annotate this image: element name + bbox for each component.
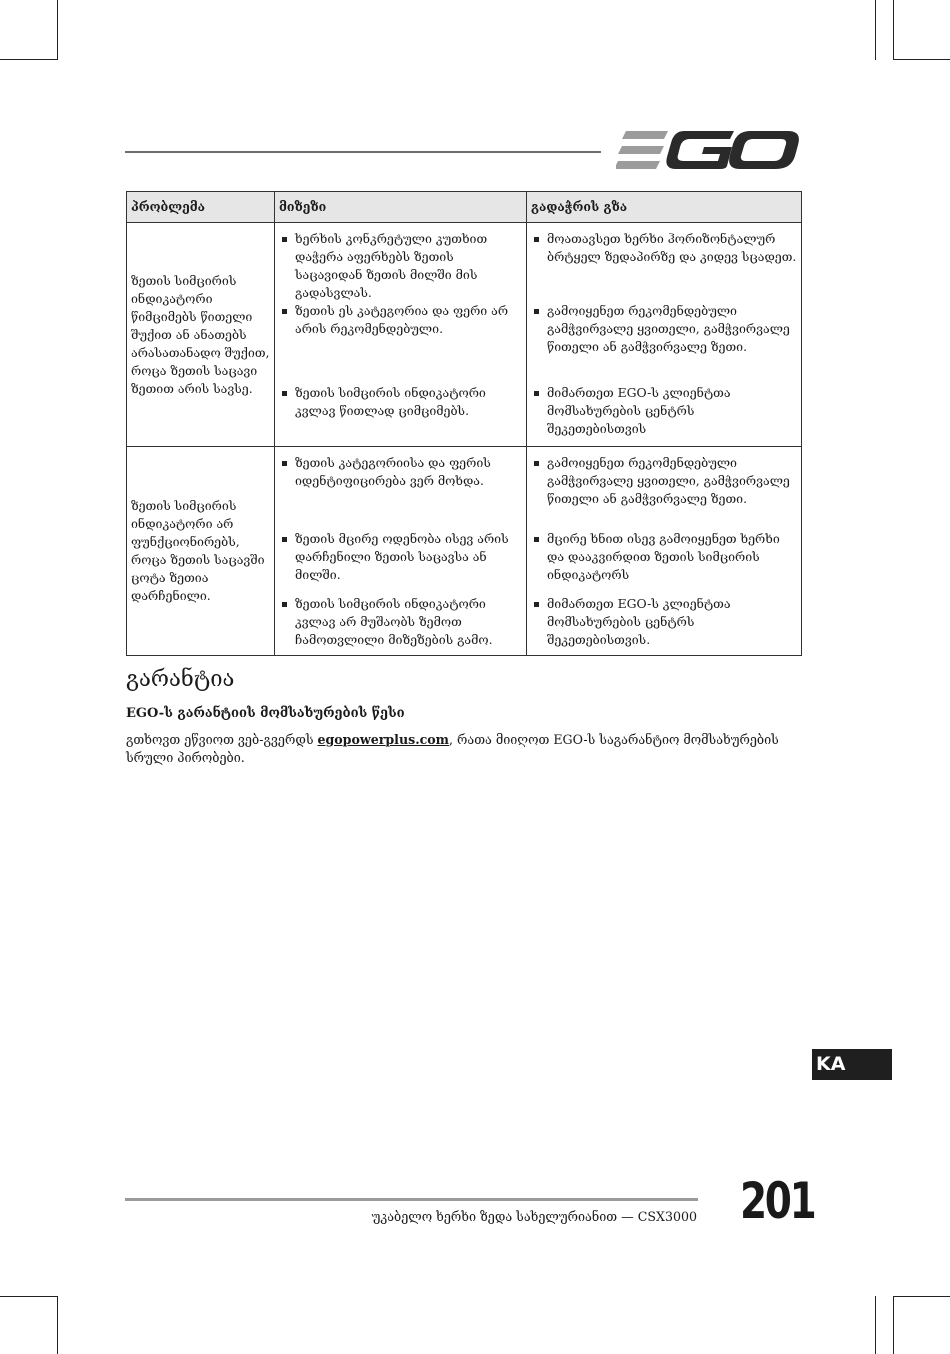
- header-solution: გადაჭრის გზა: [527, 192, 802, 223]
- solution-cell: [527, 530, 802, 595]
- cause-cell: [275, 384, 527, 446]
- solution-cell: [527, 447, 802, 530]
- cause-cell: [275, 530, 527, 595]
- footer-rule: [125, 1198, 698, 1201]
- problem-cell: ზეთის სიმცირის ინდიკატორი წიმციმებს წითელი შუქით ან ანათებს არასათანადო შუქით, როცა ზეთის საცავი ზეთით არის სავსე.: [127, 223, 275, 447]
- page-number: 201: [740, 1172, 815, 1230]
- table-row: [127, 223, 802, 303]
- crop-mark: [893, 1296, 894, 1354]
- list-item: მცირე ხნით ისევ გამოიყენეთ ხერხი და დააკვირდით ზეთის სიმცირის ინდიკატორს: [531, 530, 797, 584]
- crop-mark: [893, 0, 894, 60]
- warranty-title: გარანტია: [126, 667, 235, 692]
- solution-cell: [527, 384, 802, 446]
- list-item: მოათავსეთ ხერხი ჰორიზონტალურ ბრტყელ ზედაპირზე და კიდევ სცადეთ.: [531, 230, 797, 266]
- warranty-subtitle: EGO-ს გარანტიის მომსახურების წესი: [126, 706, 405, 721]
- list-item: მიმართეთ EGO-ს კლიენტთა მომსახურების ცენტრს შეკეთებისთვის.: [531, 595, 797, 649]
- cause-cell: [275, 223, 527, 303]
- list-item: გამოიყენეთ რეკომენდებული გამჭვირვალე ყვითელი, გამჭვირვალე წითელი ან გამჭვირვალე ზეთი.: [531, 302, 797, 356]
- header-problem: პრობლემა: [127, 192, 275, 223]
- crop-mark: [893, 59, 950, 60]
- list-item: ზეთის მცირე ოდენობა ისევ არის დარჩენილი ზეთის საცავსა ან მილში.: [279, 530, 522, 584]
- warranty-text-after: , რათა მიიღოთ EGO-ს საგარანტიო მომსახურების სრული პირობები.: [126, 732, 779, 765]
- solution-cell: [527, 302, 802, 384]
- egopowerplus-link[interactable]: egopowerplus.com: [317, 732, 449, 747]
- troubleshooting-table: [126, 191, 802, 656]
- ego-logo: [616, 128, 800, 172]
- list-item: ზეთის კატეგორიისა და ფერის იდენტიფიცირება ვერ მოხდა.: [279, 454, 522, 490]
- list-item: ზეთის სიმცირის ინდიკატორი კვლავ არ მუშაობს ზემოთ ჩამოთვლილი მიზეზების გამო.: [279, 595, 522, 649]
- crop-mark: [57, 0, 58, 60]
- cause-cell: [275, 595, 527, 656]
- list-item: ზეთის ეს კატეგორია და ფერი არ არის რეკომენდებული.: [279, 302, 522, 338]
- solution-cell: [527, 223, 802, 303]
- crop-mark: [0, 1296, 58, 1297]
- crop-mark: [0, 59, 58, 60]
- cause-cell: [275, 302, 527, 384]
- footer-product-title: უკაბელო ხერხი ზედა სახელურიანით — CSX3000: [371, 1209, 697, 1224]
- table-header-row: [127, 192, 802, 223]
- warranty-text: [126, 731, 801, 767]
- crop-mark: [875, 1296, 876, 1354]
- solution-cell: [527, 595, 802, 656]
- list-item: მიმართეთ EGO-ს კლიენტთა მომსახურების ცენტრს შეკეთებისთვის: [531, 384, 797, 438]
- cause-cell: [275, 447, 527, 530]
- header-cause: მიზეზი: [275, 192, 527, 223]
- crop-mark: [57, 1296, 58, 1354]
- crop-mark: [893, 1296, 950, 1297]
- language-tab: KA: [812, 1049, 892, 1080]
- crop-mark: [875, 0, 876, 60]
- header-rule: [125, 151, 601, 153]
- warranty-text-before: გთხოვთ ეწვიოთ ვებ-გვერდს: [126, 732, 318, 747]
- list-item: გამოიყენეთ რეკომენდებული გამჭვირვალე ყვითელი, გამჭვირვალე წითელი ან გამჭვირვალე ზეთი.: [531, 454, 797, 508]
- list-item: ხერხის კონკრეტული კუთხით დაჭერა აფერხებს ზეთის საცავიდან ზეთის მილში მის გადასვლას.: [279, 230, 522, 302]
- problem-cell: ზეთის სიმცირის ინდიკატორი არ ფუნქციონირებს, როცა ზეთის საცავში ცოტა ზეთია დარჩენილი.: [127, 447, 275, 656]
- list-item: ზეთის სიმცირის ინდიკატორი კვლავ წითლად ციმციმებს.: [279, 384, 522, 420]
- table-row: [127, 447, 802, 530]
